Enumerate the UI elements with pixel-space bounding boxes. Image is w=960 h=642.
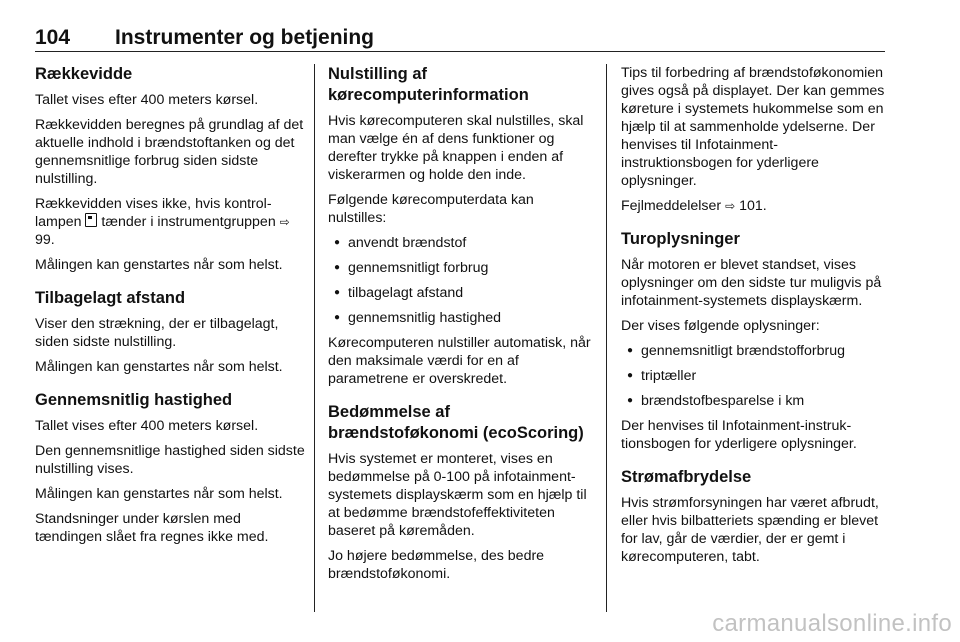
paragraph (35, 195, 305, 249)
section-ecoscoring (328, 402, 594, 583)
column-2 (328, 64, 594, 590)
section-heading: Bedømmelse af brændstoføkonomi (ecoScoring) (328, 403, 584, 442)
paragraph (621, 197, 887, 215)
paragraph: Følgende kørecomputerdata kan nulstilles: (328, 192, 534, 226)
section-heading: Nulstilling af kørecomputerinformation (328, 65, 529, 104)
bullet-list (621, 342, 887, 410)
paragraph: Viser den strækning, der er tilbagelagt, siden sidste nulstilling. (35, 316, 279, 350)
page-reference-link[interactable]: 101. (735, 198, 767, 214)
paragraph: Den gennemsnitlige hastighed siden sidste nulstilling vises. (35, 443, 305, 477)
watermark: carmanualsonline.info (712, 610, 952, 637)
section-tips (621, 64, 887, 215)
page-number: 104 (35, 26, 71, 49)
list-item: ● anvendt brændstof (328, 234, 594, 252)
paragraph: Jo højere bedømmelse, des bedre brændstoføkonomi. (328, 548, 545, 582)
paragraph: Hvis systemet er monteret, vises en bedømmelse på 0-100 på infotainment-systemets displayskærm som en hjælp til at bedømme brændstofeffektiviteten baseret på køremåden. (328, 451, 587, 539)
paragraph: Hvis kørecomputeren skal nulstilles, skal man vælge én af dens funktioner og derefter trykke på knappen i enden af viskerarmen og holde den inde. (328, 113, 584, 183)
section-nulstilling (328, 64, 594, 388)
section-heading: Strømafbrydelse (621, 468, 752, 486)
reference-arrow-icon: ⇨ (725, 199, 736, 213)
page-title: Instrumenter og betjening (115, 26, 375, 49)
section-stroemafbrydelse (621, 467, 887, 566)
paragraph: Målingen kan genstartes når som helst. (35, 359, 283, 375)
section-heading: Rækkevidde (35, 65, 133, 83)
section-turoplysninger (621, 229, 887, 453)
text-run: Fejlmeddelelser (621, 198, 726, 214)
paragraph: Tallet vises efter 400 meters kørsel. (35, 92, 259, 108)
column-divider-1 (314, 64, 315, 612)
paragraph: Tallet vises efter 400 meters kørsel. (35, 418, 259, 434)
list-item: ● brændstofbesparelse i km (621, 392, 887, 410)
column-divider-2 (606, 64, 607, 612)
list-item: ● triptæller (621, 367, 887, 385)
section-heading: Tilbagelagt afstand (35, 289, 186, 307)
section-heading: Gennemsnitlig hastighed (35, 391, 233, 409)
paragraph: Tips til forbedring af brændstoføkonomien gives også på displayet. Der kan gemmes køreture i systemets hukommelse som en hjælp til at sammenholde ydelserne. Der henvises til Infotainment-instruktionsbogen for yderligere oplysninger. (621, 65, 885, 189)
paragraph: Der vises følgende oplysninger: (621, 318, 820, 334)
paragraph: Der henvises til Infotainment-instruktionsbogen for yderligere oplysninger. (621, 418, 857, 452)
text-run: tænder i instrumentgruppen (97, 214, 280, 230)
paragraph: Standsninger under kørslen med tændingen slået fra regnes ikke med. (35, 511, 269, 545)
page-header (35, 26, 885, 54)
list-item: ● gennemsnitligt forbrug (328, 259, 594, 277)
paragraph: Hvis strømforsyningen har været afbrudt, eller hvis bilbatteriets spænding er blevet for lav, går de værdier, der er gemt i kørecomputeren, tabt. (621, 495, 879, 565)
paragraph: Når motoren er blevet standset, vises oplysninger om den sidste tur muligvis på infotainment-systemets displayskærm. (621, 257, 882, 309)
reference-arrow-icon: ⇨ (279, 215, 290, 229)
paragraph: Målingen kan genstartes når som helst. (35, 257, 283, 273)
section-tilbagelagt-afstand (35, 288, 305, 376)
list-item: ● gennemsnitligt brændstofforbrug (621, 342, 887, 360)
paragraph: Rækkevidden beregnes på grundlag af det aktuelle indhold i brændstoftanken og det gennemsnitlige forbrug siden sidste nulstilling. (35, 117, 304, 187)
header-divider (35, 51, 885, 52)
column-1 (35, 64, 305, 553)
page-reference-link[interactable]: 99. (35, 232, 55, 248)
column-3 (621, 64, 887, 573)
fuel-warning-icon (85, 213, 97, 227)
paragraph: Kørecomputeren nulstiller automatisk, når den maksimale værdi for en af parametrene er overskredet. (328, 335, 591, 387)
paragraph: Målingen kan genstartes når som helst. (35, 486, 283, 502)
list-item: ● tilbagelagt afstand (328, 284, 594, 302)
section-gennemsnitlig-hastighed (35, 390, 305, 546)
section-heading: Turoplysninger (621, 230, 740, 248)
text-run: Rækkevidden vises ikke, hvis kontrollampen (35, 196, 272, 230)
section-raekkevidde (35, 64, 305, 274)
list-item: ● gennemsnitlig hastighed (328, 309, 594, 327)
bullet-list (328, 234, 594, 327)
